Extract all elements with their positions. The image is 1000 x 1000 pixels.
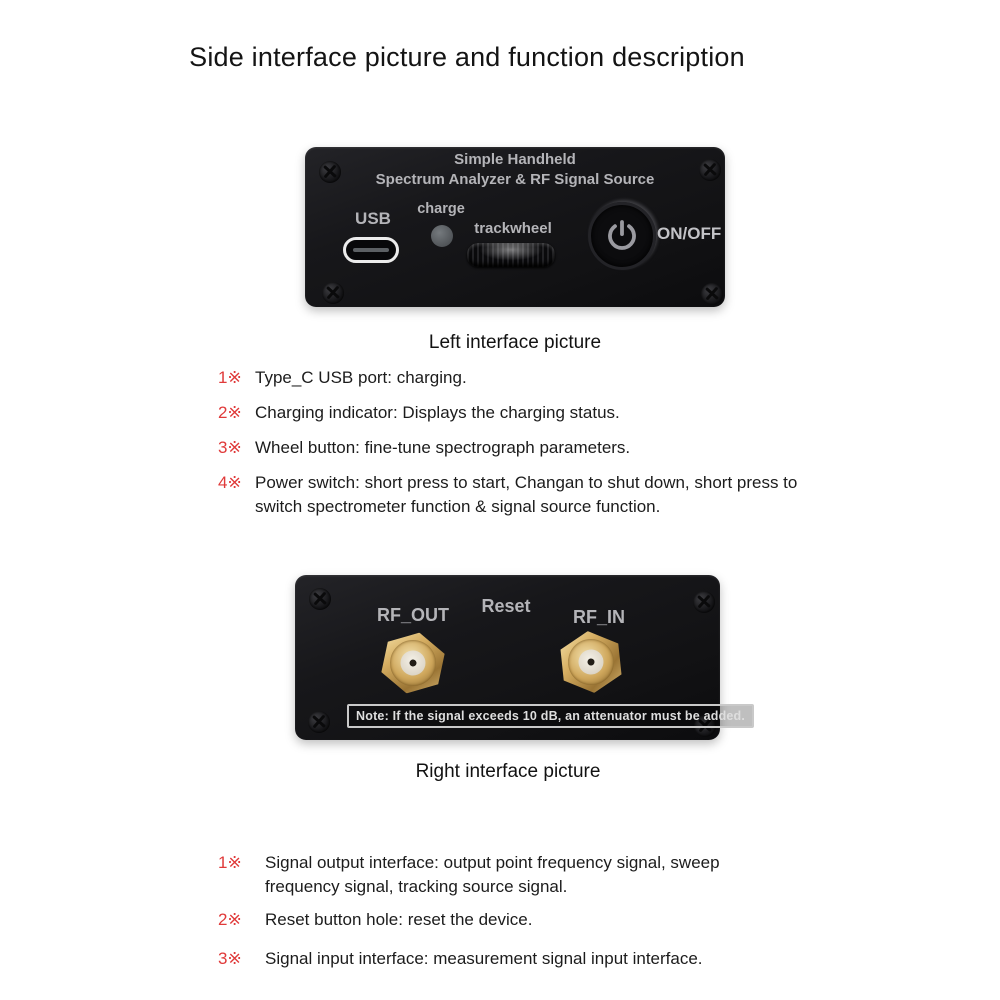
item-number: 4※	[218, 473, 242, 492]
screw-icon	[308, 711, 330, 733]
attenuator-note: Note: If the signal exceeds 10 dB, an attenuator must be added.	[347, 704, 754, 728]
screw-icon	[693, 591, 715, 613]
rf-out-label: RF_OUT	[377, 605, 449, 625]
reset-label: Reset	[481, 596, 531, 616]
usb-c-port-icon	[343, 237, 399, 263]
device-brand-line1: Simple Handheld	[454, 151, 576, 168]
left-function-list	[218, 366, 840, 530]
item-number: 1※	[218, 853, 242, 872]
item-text: Reset button hole: reset the device.	[265, 910, 533, 929]
list-item	[218, 908, 785, 932]
onoff-label: ON/OFF	[657, 224, 722, 243]
trackwheel-label: trackwheel	[474, 220, 552, 237]
device-brand-line2: Spectrum Analyzer & RF Signal Source	[375, 171, 655, 188]
list-item	[218, 366, 840, 390]
charge-led-icon	[431, 225, 453, 247]
list-item	[218, 401, 840, 425]
power-button-icon	[588, 202, 656, 270]
screw-icon	[309, 588, 331, 610]
sma-connector-rf-out-icon	[374, 626, 451, 700]
list-item	[218, 471, 840, 519]
sma-connector-rf-in-icon	[555, 628, 627, 697]
item-number: 2※	[218, 910, 242, 929]
item-text: Power switch: short press to start, Changan to shut down, short press to switch spectrometer function & signal source function.	[255, 473, 798, 516]
left-device-photo	[305, 147, 725, 307]
usb-label: USB	[355, 209, 391, 228]
left-caption: Left interface picture	[428, 332, 602, 353]
trackwheel-icon	[467, 243, 555, 267]
rf-in-label: RF_IN	[572, 607, 625, 627]
list-item	[218, 947, 785, 971]
item-text: Charging indicator: Displays the charging status.	[255, 403, 620, 422]
item-text: Signal output interface: output point frequency signal, sweep frequency signal, tracking source signal.	[265, 853, 720, 896]
right-device-photo	[295, 575, 746, 740]
item-number: 1※	[218, 368, 242, 387]
list-item	[218, 436, 840, 460]
item-number: 3※	[218, 949, 242, 968]
item-text: Type_C USB port: charging.	[255, 368, 467, 387]
page-title: Side interface picture and function description	[189, 42, 745, 72]
item-number: 2※	[218, 403, 242, 422]
power-icon	[603, 217, 641, 255]
right-caption: Right interface picture	[415, 761, 601, 782]
right-function-list	[218, 851, 785, 982]
item-text: Signal input interface: measurement signal input interface.	[265, 949, 703, 968]
charge-label: charge	[417, 201, 465, 217]
item-text: Wheel button: fine-tune spectrograph parameters.	[255, 438, 631, 457]
item-number: 3※	[218, 438, 242, 457]
screw-icon	[701, 283, 723, 305]
screw-icon	[322, 282, 344, 304]
list-item	[218, 851, 785, 899]
